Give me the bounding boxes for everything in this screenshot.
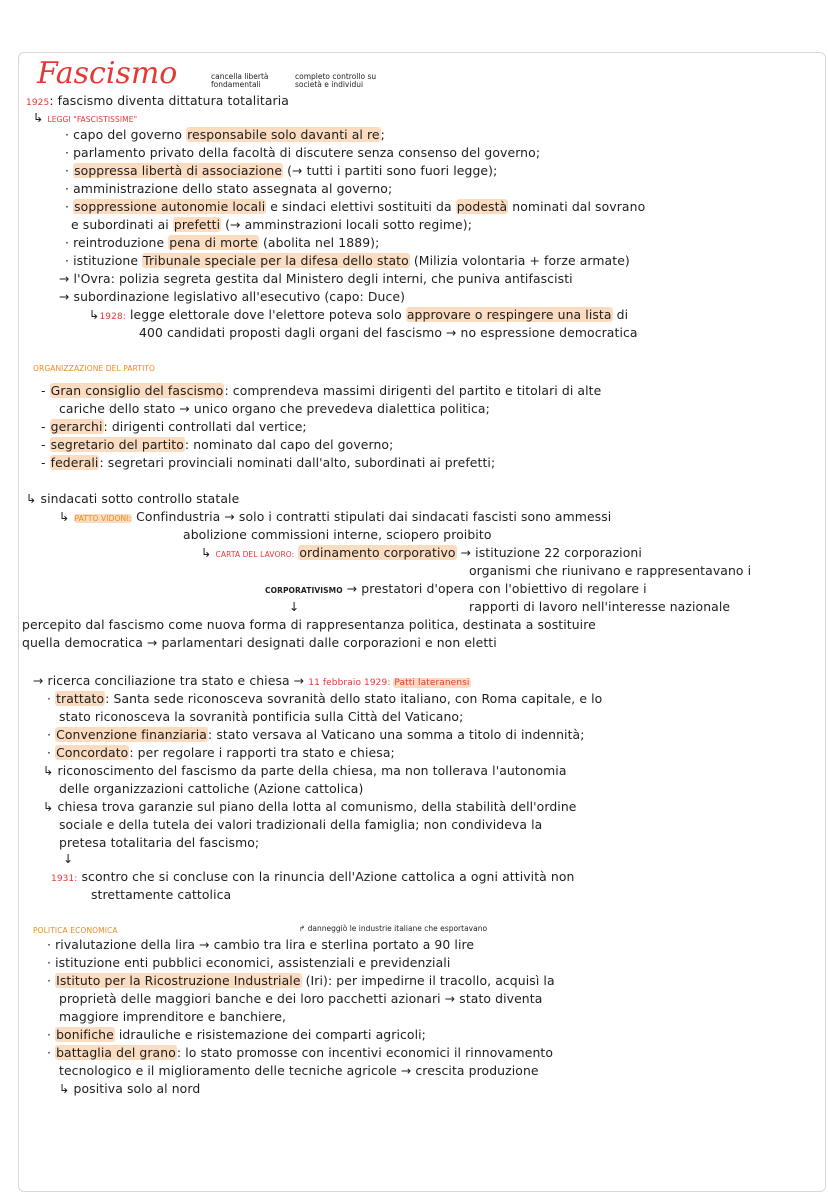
bullet-7: · istituzione Tribunale speciale per la difesa dello stato (Milizia volontaria + forze armate)	[65, 253, 630, 268]
highlight: segretario del partito	[50, 437, 184, 452]
text: : segretari provinciali nominati dall'alto, subordinati ai prefetti;	[99, 455, 496, 470]
riconoscimento-line	[43, 763, 567, 778]
arrow: ↳	[89, 307, 100, 322]
text: istituzione enti pubblici economici, assistenziali e previdenziali	[55, 955, 451, 970]
section-heading-politica-economica: POLITICA ECONOMICA	[33, 926, 118, 935]
year-label: 1925	[26, 98, 50, 108]
concordato-line: · Concordato: per regolare i rapporti tra stato e chiesa;	[47, 745, 395, 760]
text: fascismo diventa dittatura totalitaria	[57, 93, 289, 108]
highlight: prefetti	[173, 217, 221, 232]
text: riconoscimento del fascismo da parte della chiesa, ma non tollerava l'autonomia	[57, 763, 567, 778]
year-label: 1928:	[99, 312, 126, 322]
trattato-line: · trattato: Santa sede riconosceva sovranità dello stato italiano, con Roma capitale, e lo	[47, 691, 603, 706]
highlight: Concordato	[56, 745, 129, 760]
chiesa-cont-1: sociale e della tutela dei valori tradizionali della famiglia; non condivideva la	[59, 817, 543, 832]
highlight: pena di morte	[169, 235, 258, 250]
convenzione-line: · Convenzione finanziaria: stato versava al Vaticano una somma a titolo di indennità;	[47, 727, 585, 742]
text: ricerca conciliazione tra stato e chiesa →	[47, 673, 305, 688]
section-heading-organizzazione: ORGANIZZAZIONE DEL PARTITO	[33, 364, 156, 373]
arrow-subordinazione: → subordinazione legislativo all'esecutivo (capo: Duce)	[59, 289, 406, 304]
line-1931	[51, 869, 575, 887]
down-arrow: ↓	[289, 599, 300, 614]
text: : per regolare i rapporti tra stato e chiesa;	[129, 745, 395, 760]
org-item-gran-consiglio: - Gran consiglio del fascismo: comprendeva massimi dirigenti del partito e titolari di alte	[41, 383, 602, 398]
bullet-1: · capo del governo responsabile solo davanti al re;	[65, 127, 385, 142]
text: (→ amminstrazioni locali sotto regime);	[221, 217, 472, 232]
org-item-segretario: - segretario del partito: nominato dal capo del governo;	[41, 437, 394, 452]
highlight: trattato	[56, 691, 105, 706]
econ-item-bonifiche: · bonifiche idrauliche e risistemazione dei comparti agricoli;	[47, 1027, 426, 1042]
patto-vidoni-cont: abolizione commissioni interne, sciopero proibito	[183, 527, 492, 542]
patto-vidoni-line	[59, 509, 611, 524]
colon: :	[49, 93, 58, 108]
text: → istituzione 22 corporazioni	[456, 545, 642, 560]
text: : Santa sede riconosceva sovranità dello stato italiano, con Roma capitale, e lo	[105, 691, 603, 706]
text: danneggiò le industrie italiane che esportavano	[307, 924, 488, 933]
highlight: Tribunale speciale per la difesa dello stato	[143, 253, 409, 268]
corporativismo-line	[265, 581, 647, 596]
bullet-6: · reintroduzione pena di morte (abolita nel 1889);	[65, 235, 380, 250]
annotation-line: società e individui	[295, 80, 364, 89]
riconoscimento-cont: delle organizzazioni cattoliche (Azione cattolica)	[59, 781, 364, 796]
page-title: Fascismo	[37, 56, 178, 91]
highlight: bonifiche	[56, 1027, 114, 1042]
highlight: Gran consiglio del fascismo	[50, 383, 224, 398]
text: : lo stato promosse con incentivi economici il rinnovamento	[176, 1045, 554, 1060]
year-label: 1931:	[51, 874, 78, 884]
text: e subordinati ai	[71, 217, 173, 232]
percepito-line: percepito dal fascismo come nuova forma di rappresentanza politica, destinata a sostituire	[22, 617, 596, 632]
text: (abolita nel 1889);	[258, 235, 380, 250]
line-1928	[89, 307, 628, 325]
arrow: ↳	[26, 491, 41, 506]
annotation-line: completo controllo su	[295, 72, 377, 81]
econ-item-grano: · battaglia del grano: lo stato promosse con incentivi economici il rinnovamento	[47, 1045, 554, 1060]
chiesa-line	[43, 799, 577, 814]
arrow: ↳	[43, 799, 58, 814]
percepito-cont: quella democratica → parlamentari designati dalle corporazioni e non eletti	[22, 635, 497, 650]
text: parlamento privato della facoltà di discutere senza consenso del governo;	[73, 145, 541, 160]
text: chiesa trova garanzie sul piano della lotta al comunismo, della stabilità dell'ordine	[57, 799, 577, 814]
econ-item-iri-cont-1: proprietà delle maggiori banche e dei loro pacchetti azionari → stato diventa	[59, 991, 543, 1006]
text: amministrazione dello stato assegnata al governo;	[73, 181, 393, 196]
arrow: →	[346, 581, 362, 596]
text: rivalutazione della lira → cambio tra lira e sterlina portato a 90 lire	[55, 937, 475, 952]
org-item-federali: - federali: segretari provinciali nominati dall'alto, subordinati ai prefetti;	[41, 455, 496, 470]
highlight: federali	[50, 455, 99, 470]
text: : comprendeva massimi dirigenti del partito e titolari di alte	[224, 383, 602, 398]
corporazioni-desc-3: rapporti di lavoro nell'interesse nazionale	[469, 599, 731, 614]
bullet-4: · amministrazione dello stato assegnata al governo;	[65, 181, 393, 196]
annotation-line: cancella libertà	[211, 72, 269, 81]
highlight: soppressione autonomie locali	[74, 199, 266, 214]
trattato-cont: stato riconosceva la sovranità pontificia sulla Città del Vaticano;	[59, 709, 464, 724]
sindacati-line	[26, 491, 239, 506]
text: di	[612, 307, 629, 322]
highlight: ordinamento corporativo	[299, 545, 456, 560]
text: LEGGI "FASCISTISSIME"	[47, 115, 138, 124]
highlight: battaglia del grano	[56, 1045, 176, 1060]
text: scontro che si concluse con la rinuncia dell'Azione cattolica a ogni attività non	[77, 869, 575, 884]
corporazioni-desc-1: organismi che riunivano e rappresentavano i	[469, 563, 752, 578]
text: : stato versava al Vaticano una somma a titolo di indennità;	[208, 727, 585, 742]
highlight: responsabile solo davanti al re	[187, 127, 380, 142]
colon: :	[387, 678, 394, 688]
text: istituzione	[73, 253, 143, 268]
text: (Milizia volontaria + forze armate)	[409, 253, 630, 268]
label: CORPORATIVISMO	[265, 586, 343, 595]
line-1925	[26, 93, 289, 111]
carta-lavoro-line	[201, 545, 642, 560]
highlight: gerarchi	[50, 419, 103, 434]
arrow: ↳	[43, 763, 58, 778]
text: (Iri): per impedirne il tracollo, acquisì la	[301, 973, 555, 988]
arrow-ovra: → l'Ovra: polizia segreta gestita dal Ministero degli interni, che puniva antifascisti	[59, 271, 573, 286]
annotation-controllo	[295, 73, 376, 89]
annotation-danneggio	[299, 925, 487, 933]
org-item-gran-consiglio-cont: cariche dello stato → unico organo che prevedeva dialettica politica;	[59, 401, 490, 416]
bullet-5: · soppressione autonomie locali e sindaci elettivi sostituiti da podestà nominati dal sovrano	[65, 199, 646, 214]
line-1931-cont: strettamente cattolica	[91, 887, 232, 902]
text: Confindustria → solo i contratti stipulati dai sindacati fascisti sono ammessi	[132, 509, 612, 524]
econ-item-iri: · Istituto per la Ricostruzione Industriale (Iri): per impedirne il tracollo, acquisì la	[47, 973, 555, 988]
text: : dirigenti controllati dal vertice;	[103, 419, 307, 434]
text: (→ tutti i partiti sono fuori legge);	[283, 163, 498, 178]
chiesa-cont-2: pretesa totalitaria del fascismo;	[59, 835, 260, 850]
arrow: ↳	[201, 545, 216, 560]
econ-item-iri-cont-2: maggiore imprenditore e banchiere,	[59, 1009, 286, 1024]
highlight: approvare o respingere una lista	[406, 307, 612, 322]
notes-page	[18, 52, 826, 1192]
econ-item-grano-cont: tecnologico e il miglioramento delle tecniche agricole → crescita produzione	[59, 1063, 539, 1078]
arrow: ↳	[59, 509, 74, 524]
down-arrow-2: ↓	[63, 851, 74, 866]
text: legge elettorale dove l'elettore poteva solo	[125, 307, 406, 322]
annotation-line: fondamentali	[211, 80, 261, 89]
bullet-3: · soppressa libertà di associazione (→ tutti i partiti sono fuori legge);	[65, 163, 498, 178]
annotation-cancella	[211, 73, 269, 89]
conciliazione-line	[33, 673, 471, 691]
arrow: ↱	[299, 924, 308, 933]
highlight: podestà	[456, 199, 508, 214]
arrow: →	[33, 673, 48, 688]
highlight: Convenzione finanziaria	[56, 727, 207, 742]
highlight: soppressa libertà di associazione	[74, 163, 283, 178]
text: positiva solo al nord	[73, 1081, 201, 1096]
text: nominati dal sovrano	[508, 199, 646, 214]
label: CARTA DEL LAVORO:	[215, 550, 295, 559]
arrow: ↳	[59, 1081, 74, 1096]
highlight: Istituto per la Ricostruzione Industriale	[56, 973, 301, 988]
text: e sindaci elettivi sostituiti da	[266, 199, 456, 214]
highlight: Patti lateranensi	[394, 678, 470, 688]
bullet-2: · parlamento privato della facoltà di discutere senza consenso del governo;	[65, 145, 541, 160]
text: prestatori d'opera con l'obiettivo di regolare i	[361, 581, 647, 596]
date: 11 febbraio 1929	[308, 678, 388, 688]
econ-item-grano-nord	[59, 1081, 200, 1096]
line-1928-cont: 400 candidati proposti dagli organi del fascismo → no espressione democratica	[139, 325, 638, 340]
text: capo del governo	[73, 127, 187, 142]
text: idrauliche e risistemazione dei comparti agricoli;	[114, 1027, 426, 1042]
bullet-5-cont	[71, 217, 472, 232]
org-item-gerarchi: - gerarchi: dirigenti controllati dal vertice;	[41, 419, 307, 434]
text: reintroduzione	[73, 235, 169, 250]
text: : nominato dal capo del governo;	[184, 437, 394, 452]
econ-item-enti: · istituzione enti pubblici economici, assistenziali e previdenziali	[47, 955, 451, 970]
leggi-heading	[33, 110, 137, 125]
text: sindacati sotto controllo statale	[40, 491, 240, 506]
arrow: ↳	[33, 110, 48, 125]
label: PATTO VIDONI:	[74, 514, 132, 523]
econ-item-rivalutazione: · rivalutazione della lira → cambio tra lira e sterlina portato a 90 lire	[47, 937, 475, 952]
